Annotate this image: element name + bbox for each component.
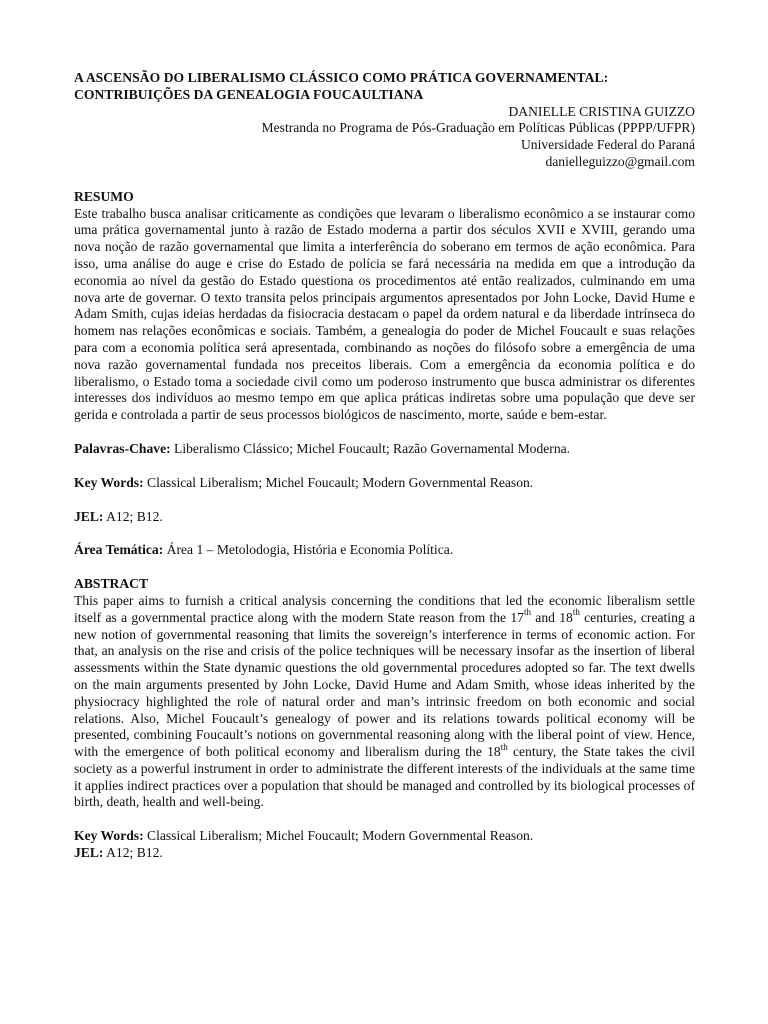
key-words-1-value: Classical Liberalism; Michel Foucault; Modern Governmental Reason. [143,474,534,490]
abstract-part-2: and 18 [530,609,573,625]
author-university: Universidade Federal do Paraná [520,137,695,153]
abstract-sup-3: th [500,741,508,752]
title-line-2: CONTRIBUIÇÕES DA GENEALOGIA FOUCAULTIANA [74,86,424,102]
key-words-2 [74,828,695,845]
abstract-part-1: This paper aims to furnish a critical analysis concerning the conditions that led the economic liberalism settle itself as a governmental practice along with the modern State reason from the 17 [74,592,695,625]
paper-title [74,70,695,104]
jel-2-label: JEL: [74,845,104,861]
area-tematica-label: Área Temática: [74,542,164,558]
area-tematica [74,542,695,559]
key-words-2-value: Classical Liberalism; Michel Foucault; Modern Governmental Reason. [143,828,534,844]
jel-1 [74,509,695,526]
jel-1-label: JEL: [74,508,104,524]
abstract-sup-1: th [523,607,531,618]
palavras-chave-label: Palavras-Chave: [74,440,171,456]
resumo-heading: RESUMO [74,188,134,204]
abstract-part-3: centuries, creating a new notion of governmental reasoning that limits the sovereign’s interference in terms of economic action. For that, an analysis on the rise and crisis of the police techniques will be necessary insofar as the insertion of liberal assessments within the State dynamic questions the old governmental procedures adopted so far. The text dwells on the main arguments presented by John Locke, David Hume and Adam Smith, whose ideas inherited by the physiocracy highlighted the role of natural order and man’s intrinsic freedom on both economic and social relations. Also, Michel Foucault’s genealogy of power and its relations towards political economy will be presented, combining Foucault’s notions on governmental reasoning along with the liberal point of view. Hence, with the emergence of both political economy and liberalism during the 18 [74,609,695,760]
paper-page [74,70,695,862]
abstract-part-4: century, the State takes the civil society as a powerful instrument in order to administrate the different interests of the individuals at the same time it applies indirect practices over a population that should be managed and controlled by its biological processes of birth, death, health and well-being. [74,744,695,810]
palavras-chave-value: Liberalismo Clássico; Michel Foucault; Razão Governamental Moderna. [170,440,571,456]
author-name: DANIELLE CRISTINA GUIZZO [508,103,695,119]
author-affiliation: Mestranda no Programa de Pós-Graduação em Políticas Públicas (PPPP/UFPR) [261,120,695,136]
author-email: danielleguizzo@gmail.com [545,153,695,169]
key-words-1-label: Key Words: [74,474,144,490]
jel-2-value: A12; B12. [103,845,163,861]
title-line-1: A ASCENSÃO DO LIBERALISMO CLÁSSICO COMO PRÁTICA GOVERNAMENTAL: [74,70,609,85]
key-words-1 [74,475,695,492]
abstract-heading: ABSTRACT [74,576,149,592]
abstract-text [74,593,695,811]
palavras-chave [74,441,695,458]
jel-1-value: A12; B12. [103,508,163,524]
area-tematica-value: Área 1 – Metolodogia, História e Economia Política. [163,542,454,558]
abstract-sup-2: th [572,607,580,618]
resumo-text: Este trabalho busca analisar criticamente as condições que levaram o liberalismo econômico a se instaurar como uma prática governamental junto à razão de Estado moderna a partir dos séculos XVII e XVIII, gerando uma nova noção de razão governamental que limita a interferência do soberano em termos de ação econômica. Para isso, uma análise do auge e crise do Estado de polícia se fará necessária na medida em que a introdução da economia ao nível da gestão do Estado questiona os procedimentos até então realizados, culminando em uma nova arte de governar. O texto transita pelos principais argumentos apresentados por John Locke, David Hume e Adam Smith, cujas ideias herdadas da fisiocracia destacam o papel da ordem natural e da liberdade intrínseca do homem nas relações econômicas e sociais. Também, a genealogia do poder de Michel Foucault e suas relações para com a economia política será apresentada, combinando as noções do filósofo sobre a emergência de uma nova razão governamental fundada nos preceitos liberais. Com a emergência da economia política e do liberalismo, o Estado toma a sociedade civil como um poderoso instrumento que busca administrar os diferentes interesses dos indivíduos ao mesmo tempo em que aplica práticas indiretas sobre uma população que deve ser gerida e controlada a partir de seus processos biológicos de nascimento, morte, saúde e bem-estar. [74,205,695,423]
key-words-2-label: Key Words: [74,828,144,844]
jel-2 [74,845,695,862]
